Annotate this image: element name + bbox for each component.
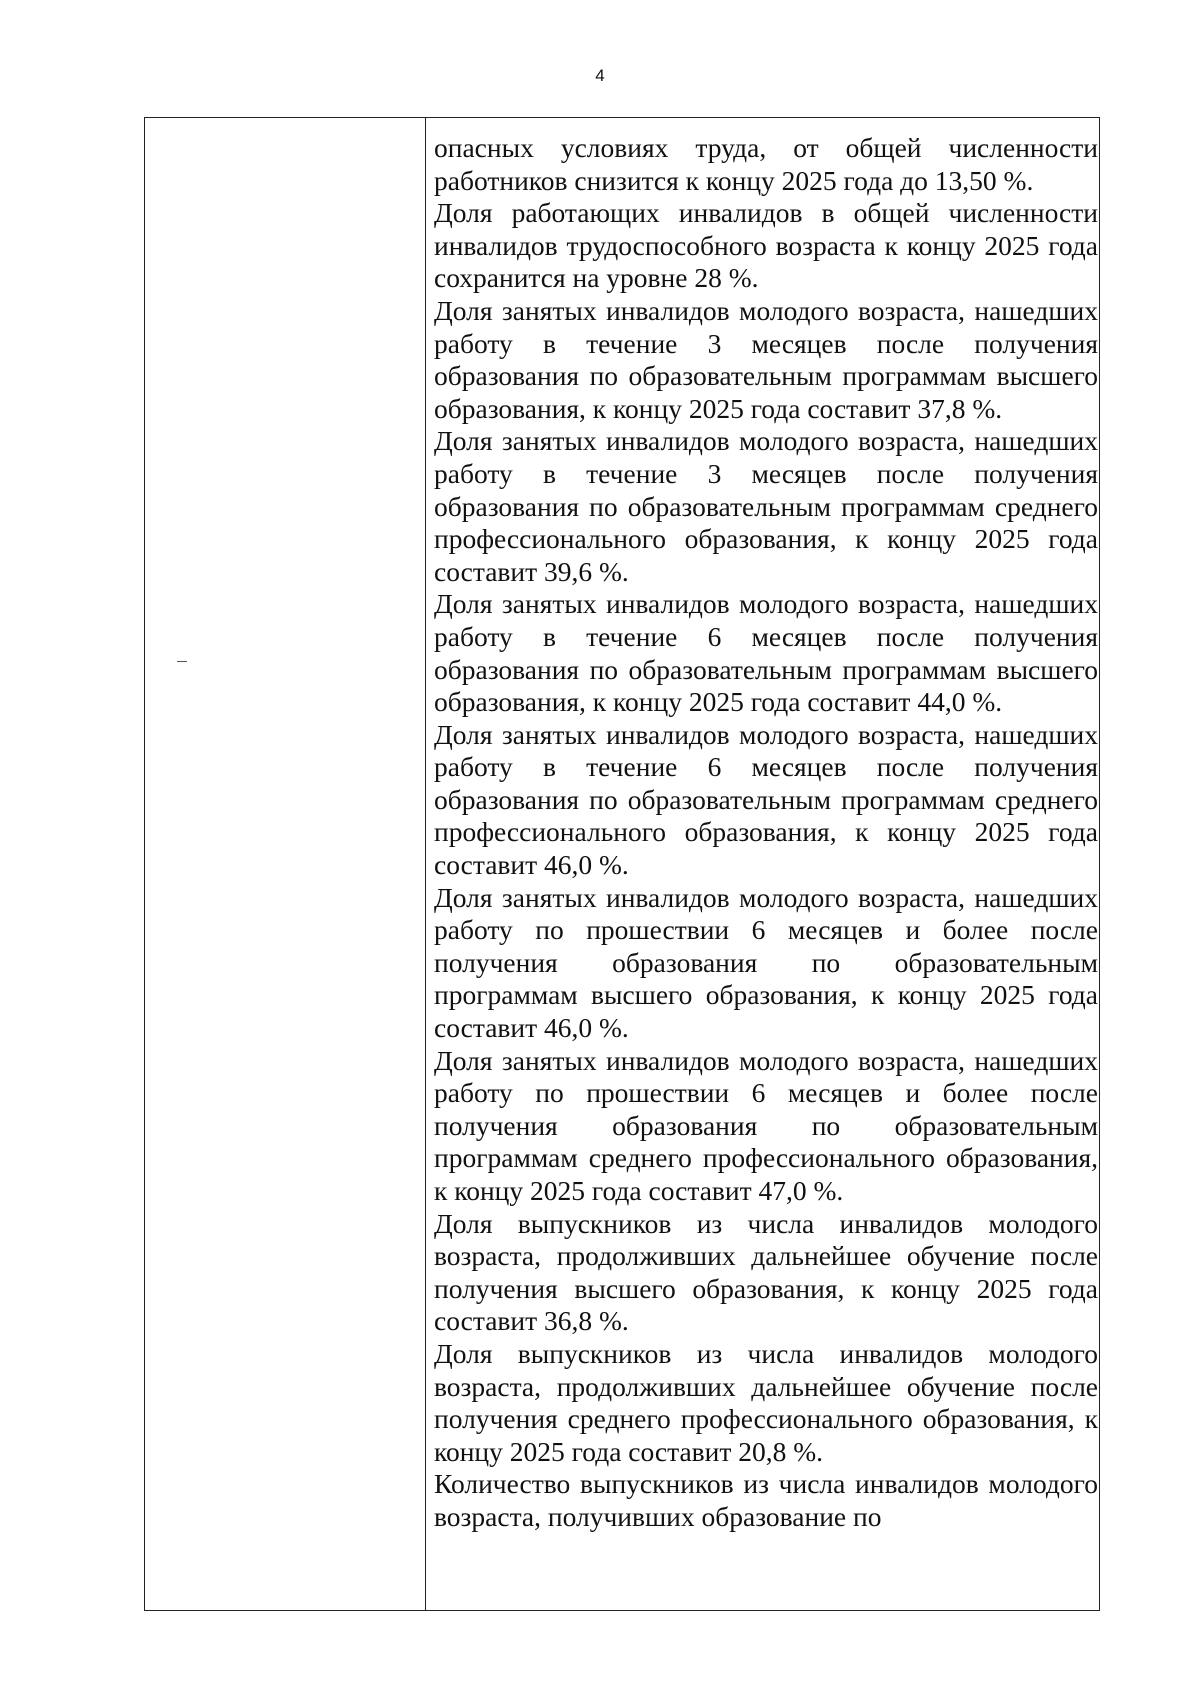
- paragraph-graduates-count: Количество выпускников из числа инвалидов молодого возраста, получивших образование по: [434, 1468, 1098, 1532]
- paragraph-continued-study-vocational: Доля выпускников из числа инвалидов молодого возраста, продолживших дальнейшее обучение после получения среднего профессионального образования, к концу 2025 года составит 20,8 %.: [434, 1337, 1098, 1467]
- paragraph-employed-6m-vocational: Доля занятых инвалидов молодого возраста, нашедших работу в течение 6 месяцев после получения образования по образовательным программам среднего профессионального образования, к концу 2025 года составит 46,0 %.: [434, 718, 1098, 881]
- table-right-column: [428, 118, 1099, 1610]
- paragraph-employed-3m-vocational: Доля занятых инвалидов молодого возраста, нашедших работу в течение 3 месяцев после получения образования по образовательным программам среднего профессионального образования, к концу 2025 года составит 39,6 %.: [434, 425, 1098, 587]
- document-table: [144, 117, 1100, 1611]
- paragraph-hazardous-conditions: опасных условиях труда, от общей численности работников снизится к концу 2025 года до 13,50 %.: [434, 132, 1098, 196]
- paragraph-employed-after-6m-higher-ed: Доля занятых инвалидов молодого возраста, нашедших работу по прошествии 6 месяцев и более после получения образования по образовательным программам высшего образования, к концу 2025 года составит 46,0 %.: [434, 881, 1098, 1044]
- page-number: 4: [595, 66, 605, 85]
- paragraph-employed-6m-higher-ed: Доля занятых инвалидов молодого возраста, нашедших работу в течение 6 месяцев после получения образования по образовательным программам высшего образования, к концу 2025 года составит 44,0 %.: [434, 588, 1098, 718]
- paragraph-continued-study-higher-ed: Доля выпускников из числа инвалидов молодого возраста, продолживших дальнейшее обучение после получения высшего образования, к концу 2025 года составит 36,8 %.: [434, 1207, 1098, 1337]
- paragraph-employed-3m-higher-ed: Доля занятых инвалидов молодого возраста, нашедших работу в течение 3 месяцев после получения образования по образовательным программам высшего образования, к концу 2025 года составит 37,8 %.: [434, 294, 1098, 424]
- paragraph-working-disabled-share: Доля работающих инвалидов в общей численности инвалидов трудоспособного возраста к концу 2025 года сохранится на уровне 28 %.: [434, 197, 1098, 294]
- stray-mark: [177, 661, 187, 662]
- paragraph-employed-after-6m-vocational: Доля занятых инвалидов молодого возраста, нашедших работу по прошествии 6 месяцев и более после получения образования по образовательным программам среднего профессионального образования, к концу 2025 года составит 47,0 %.: [434, 1044, 1098, 1206]
- table-left-column: [145, 118, 426, 1610]
